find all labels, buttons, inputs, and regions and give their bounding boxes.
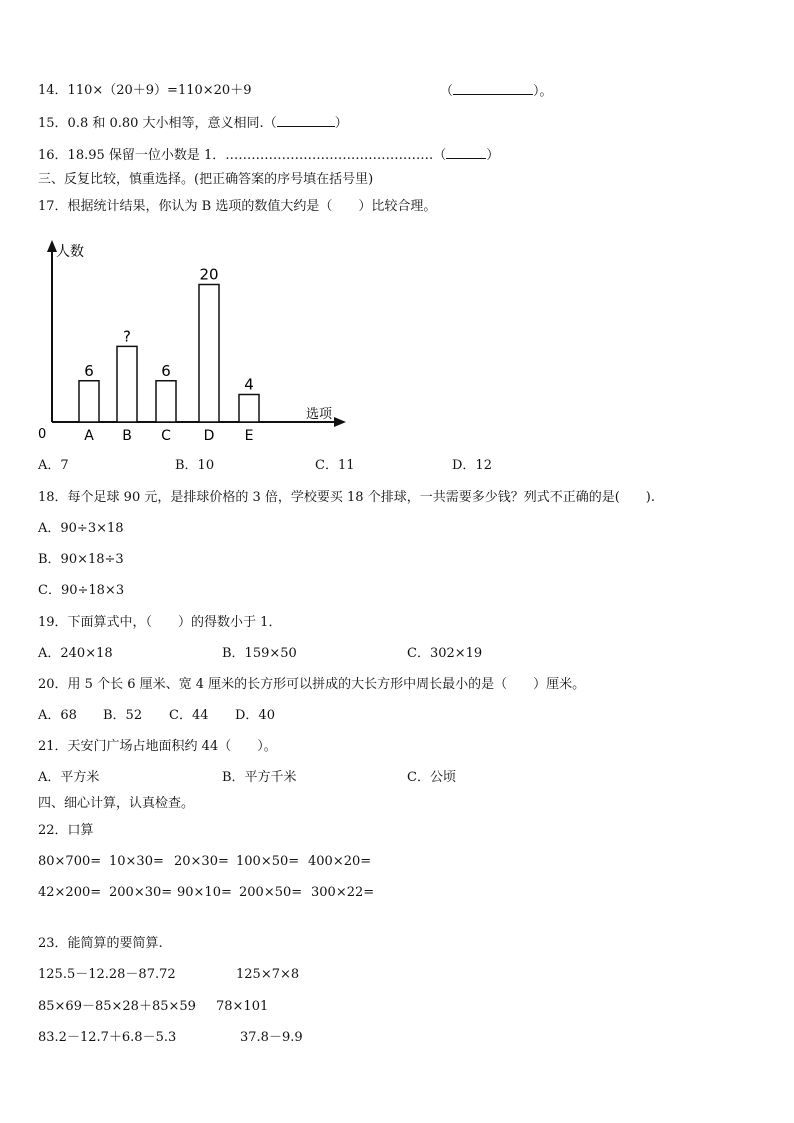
q17-option-c[interactable]: C．11 <box>315 458 355 473</box>
mental-math-item: 100×50= <box>236 854 300 869</box>
simplify-item: 125.5－12.28－87.72 <box>38 967 176 982</box>
mental-math-item: 200×50= <box>239 885 303 900</box>
simplify-item: 85×69－85×28＋85×59 <box>38 999 196 1014</box>
paren-close: ） <box>334 116 348 131</box>
mental-math-item: 400×20= <box>308 854 372 869</box>
q21-option-c[interactable]: C．公顷 <box>407 770 456 785</box>
q18-option-c[interactable]: C．90÷18×3 <box>38 583 125 598</box>
answer-blank[interactable] <box>446 146 486 159</box>
x-axis-label: 选项 <box>306 407 333 422</box>
bar-B <box>117 346 137 422</box>
q17-option-a[interactable]: A．7 <box>38 458 69 473</box>
q19-option-a[interactable]: A．240×18 <box>38 646 113 661</box>
q17-option-d[interactable]: D．12 <box>452 458 492 473</box>
q20-option-d[interactable]: D．40 <box>235 708 275 723</box>
data-label-D: 20 <box>199 265 219 284</box>
tick-label-B: B <box>122 428 132 444</box>
q20-option-c[interactable]: C．44 <box>169 708 209 723</box>
data-label-C: 6 <box>161 361 171 380</box>
tick-label-A: A <box>84 428 94 444</box>
tick-label-E: E <box>244 428 254 444</box>
question-14-answer[interactable] <box>440 82 553 101</box>
mental-math-item: 42×200= <box>38 885 102 900</box>
question-15 <box>38 114 348 133</box>
simplify-item: 78×101 <box>216 999 269 1014</box>
bar-A <box>79 381 99 422</box>
question-14 <box>38 82 251 100</box>
data-label-E: 4 <box>244 375 254 394</box>
mental-math-item: 80×700= <box>38 854 102 869</box>
q19-option-c[interactable]: C．302×19 <box>407 646 483 661</box>
bar-E <box>239 395 259 423</box>
y-axis-label: 人数 <box>56 244 84 260</box>
origin-label: 0 <box>38 427 47 442</box>
mental-math-item: 200×30= <box>109 885 173 900</box>
question-15-text: 15．0.8 和 0.80 大小相等，意义相同.（ <box>38 116 277 131</box>
question-21: 21．天安门广场占地面积约 44（ ）。 <box>38 739 277 754</box>
simplify-item: 125×7×8 <box>236 967 300 982</box>
question-18: 18．每个足球 90 元，是排球价格的 3 倍，学校要买 18 个排球，一共需要多少钱？列式不正确的是( ). <box>38 490 655 505</box>
paren-close: ）。 <box>533 84 553 99</box>
q18-option-a[interactable]: A．90÷3×18 <box>38 521 124 536</box>
mental-math-item: 20×30= <box>174 854 229 869</box>
tick-label-C: C <box>161 428 171 444</box>
question-17: 17．根据统计结果，你认为 B 选项的数值大约是（ ）比较合理。 <box>38 199 437 214</box>
question-22: 22．口算 <box>38 823 94 838</box>
question-20: 20．用 5 个长 6 厘米、宽 4 厘米的长方形可以拼成的大长方形中周长最小的是（ ）厘米。 <box>38 677 586 692</box>
question-16 <box>38 146 499 165</box>
q21-option-b[interactable]: B．平方千米 <box>222 770 297 785</box>
question-16-text: 16．18.95 保留一位小数是 1．…………………………………………（ <box>38 148 447 163</box>
paren-open: （ <box>440 84 454 99</box>
section-4-heading: 四、细心计算，认真检查。 <box>38 796 195 811</box>
mental-math-item: 90×10= <box>177 885 232 900</box>
simplify-item: 37.8－9.9 <box>240 1030 303 1045</box>
bar-C <box>156 381 176 422</box>
tick-label-D: D <box>203 428 215 444</box>
q20-option-a[interactable]: A．68 <box>38 708 77 723</box>
answer-blank[interactable] <box>453 82 533 95</box>
q20-option-b[interactable]: B．52 <box>103 708 143 723</box>
simplify-item: 83.2－12.7＋6.8－5.3 <box>38 1030 177 1045</box>
q18-option-b[interactable]: B．90×18÷3 <box>38 552 124 567</box>
data-label-A: 6 <box>84 361 94 380</box>
q19-option-b[interactable]: B．159×50 <box>222 646 297 661</box>
mental-math-item: 10×30= <box>109 854 164 869</box>
question-14-text: 14．110×（20＋9）=110×20＋9 <box>38 83 252 98</box>
x-axis-arrow <box>334 417 346 427</box>
bar-chart <box>30 232 360 447</box>
section-3-heading: 三、反复比较，慎重选择。(把正确答案的序号填在括号里) <box>38 172 374 187</box>
question-19: 19．下面算式中，（ ）的得数小于 1． <box>38 615 282 630</box>
question-23: 23．能简算的要简算. <box>38 936 163 951</box>
paren-close: ） <box>486 148 500 163</box>
q21-option-a[interactable]: A．平方米 <box>38 770 100 785</box>
data-label-B: ? <box>123 327 131 346</box>
mental-math-item: 300×22= <box>311 885 375 900</box>
bar-D <box>199 285 219 423</box>
q17-option-b[interactable]: B．10 <box>175 458 215 473</box>
answer-blank[interactable] <box>277 114 335 127</box>
